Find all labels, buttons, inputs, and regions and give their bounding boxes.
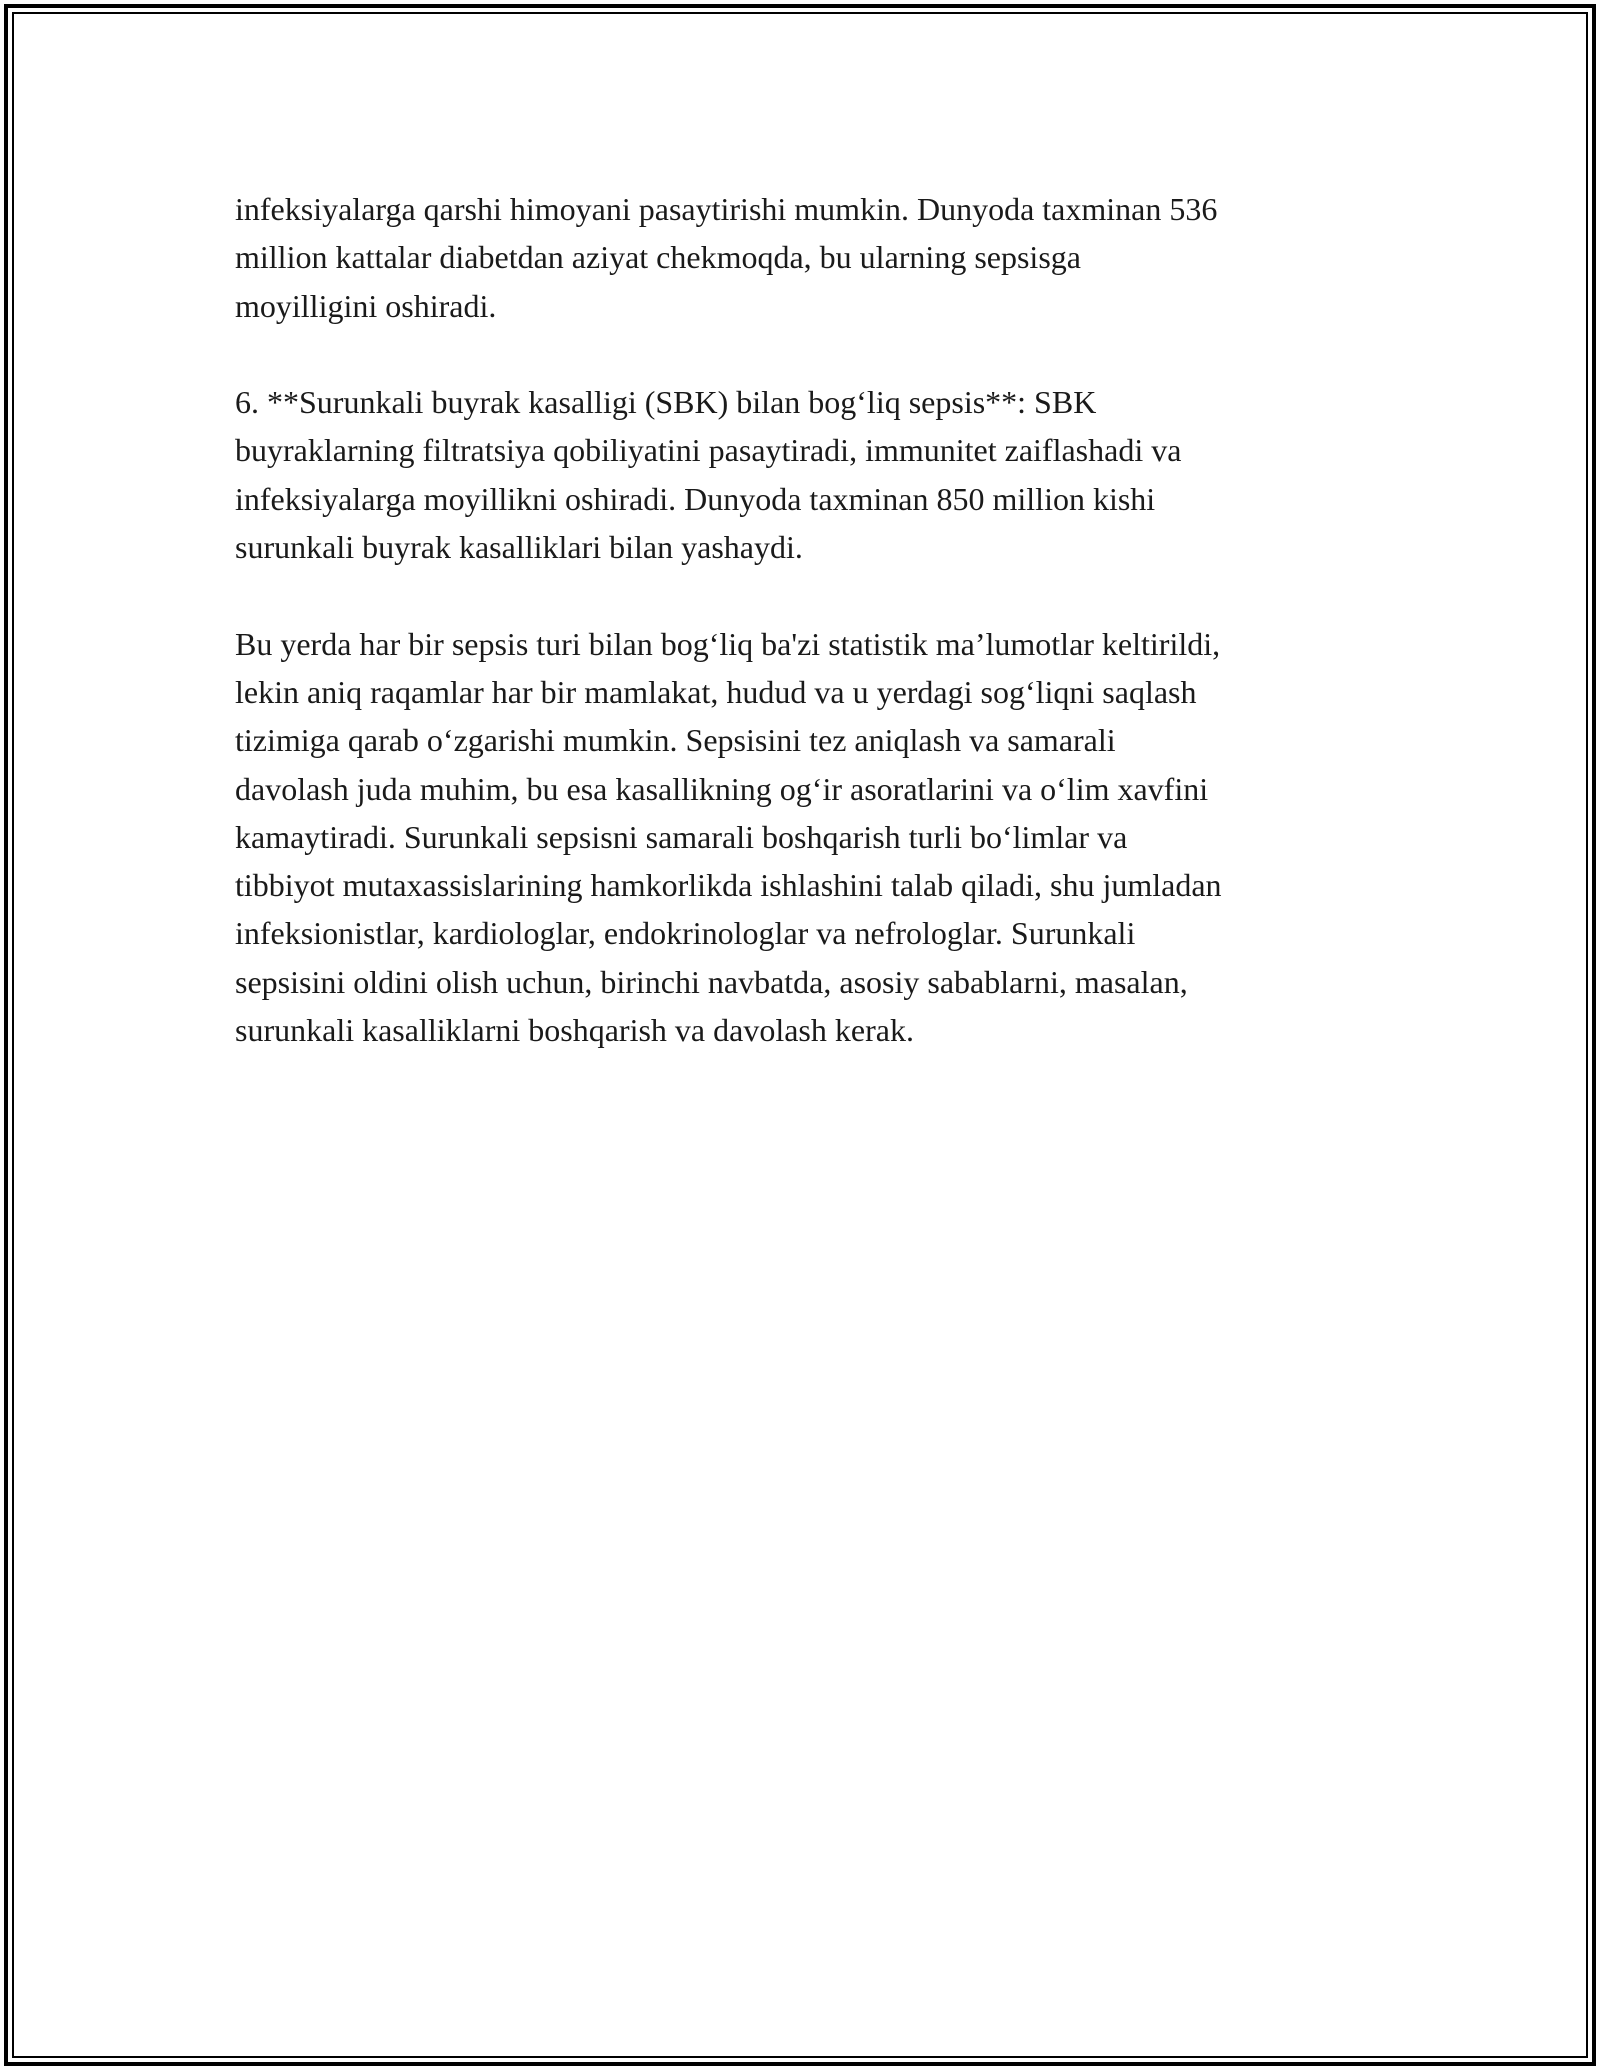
text-line: infeksiyalarga moyillikni oshiradi. Dunyoda taxminan 850 million kishi <box>235 480 1156 517</box>
document-body <box>235 185 1370 1103</box>
text-line: Bu yerda har bir sepsis turi bilan bog‘liq ba'zi statistik ma’lumotlar keltirildi, <box>235 625 1221 662</box>
text-line: kamaytiradi. Surunkali sepsisni samarali boshqarish turli bo‘limlar va <box>235 818 1128 855</box>
text-line: moyilligini oshiradi. <box>235 287 497 324</box>
text-line: million kattalar diabetdan aziyat chekmoqda, bu ularning sepsisga <box>235 239 1081 276</box>
text-line: infeksionistlar, kardiologlar, endokrinologlar va nefrologlar. Surunkali <box>235 915 1136 952</box>
paragraph-summary <box>235 620 1370 1055</box>
text-line: tizimiga qarab o‘zgarishi mumkin. Sepsisini tez aniqlash va samarali <box>235 722 1116 759</box>
text-line: 6. **Surunkali buyrak kasalligi (SBK) bilan bog‘liq sepsis**: SBK <box>235 384 1097 421</box>
text-line: davolash juda muhim, bu esa kasallikning og‘ir asoratlarini va o‘lim xavfini <box>235 770 1209 807</box>
paragraph-ckd-sepsis <box>235 378 1370 571</box>
text-line: sepsisini oldini olish uchun, birinchi navbatda, asosiy sabablarni, masalan, <box>235 963 1188 1000</box>
text-line: infeksiyalarga qarshi himoyani pasaytirishi mumkin. Dunyoda taxminan 536 <box>235 191 1218 227</box>
paragraph-diabetes-continuation <box>235 185 1370 330</box>
text-line: surunkali buyrak kasalliklari bilan yashaydi. <box>235 529 803 566</box>
text-line: buyraklarning filtratsiya qobiliyatini pasaytiradi, immunitet zaiflashadi va <box>235 432 1182 469</box>
text-line: tibbiyot mutaxassislarining hamkorlikda ishlashini talab qiladi, shu jumladan <box>235 867 1222 904</box>
text-line: lekin aniq raqamlar har bir mamlakat, hudud va u yerdagi sog‘liqni saqlash <box>235 673 1197 710</box>
text-line: surunkali kasalliklarni boshqarish va davolash kerak. <box>235 1012 914 1049</box>
